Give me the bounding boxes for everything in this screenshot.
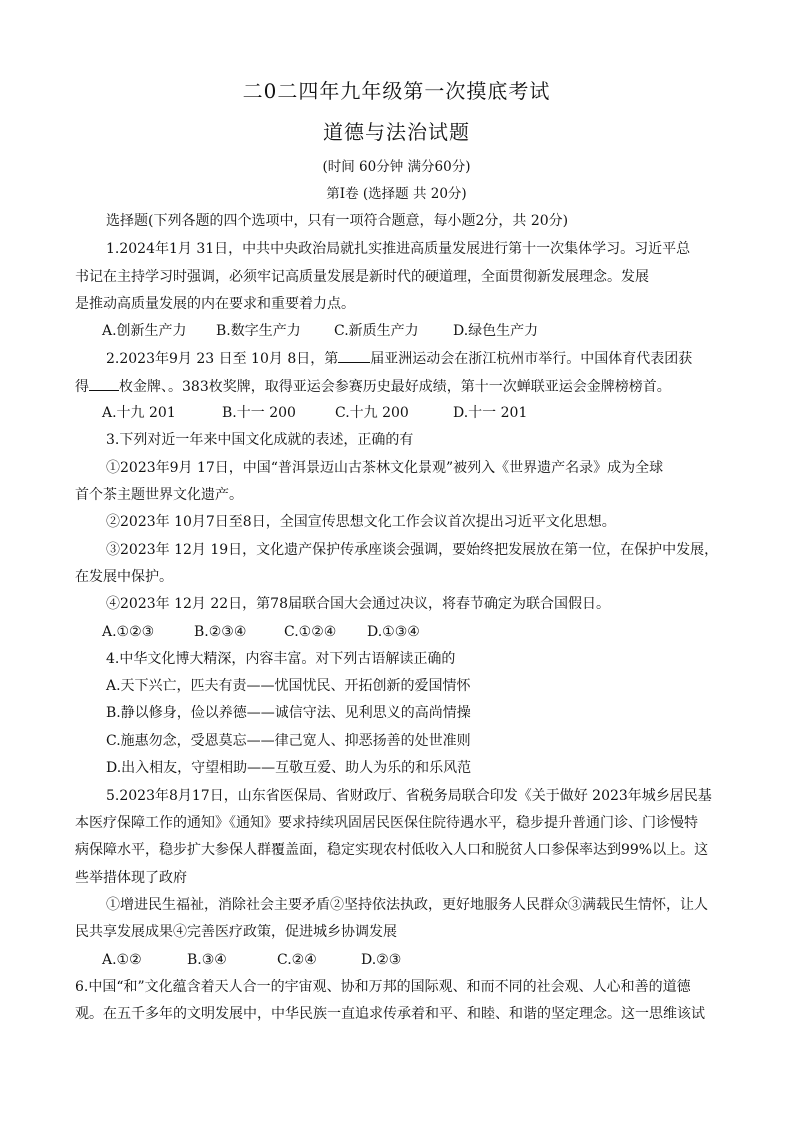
exam-title: 二0二四年九年级第一次摸底考试	[242, 79, 551, 103]
q5-line-4: 些举措体现了政府	[75, 870, 187, 886]
q5-option-c: C.②④	[277, 952, 317, 968]
q3-item-4: ④2023年 12月 22日，第78届联合国大会通过决议，将春节确定为联合国假日。	[106, 596, 610, 612]
q2-option-c: C.十九 200	[335, 405, 409, 421]
q5-line-3: 病保障水平，稳步扩大参保人群覆盖面，稳定实现农村低收入人口和脱贫人口参保率达到99%以上。这	[75, 842, 709, 858]
q1-option-a: A.创新生产力	[102, 323, 187, 339]
q3-stem: 3.下列对近一年来中国文化成就的表述，正确的有	[106, 432, 414, 448]
q4-option-d: D.出入相友，守望相助——互敬互爱、助人为乐的和乐风范	[106, 760, 472, 776]
q3-item-2: ②2023年 10月7日至8日，全国宣传思想文化工作会议首次提出习近平文化思想。	[106, 514, 616, 530]
q2-option-a: A.十九 201	[102, 405, 176, 421]
q4-option-b: B.静以修身，俭以养德——诚信守法、见利思义的高尚情操	[106, 705, 471, 721]
q2-line-2	[75, 376, 671, 397]
q3-item-1-line-1: ①2023年9月 17日，中国“普洱景迈山古茶林文化景观”被列入《世界遗产名录》成为全球	[106, 460, 664, 476]
q1-line-1: 1.2024年1月 31日，中共中央政治局就扎实推进高质量发展进行第十一次集体学习。习近平总	[106, 241, 691, 257]
q2-option-b: B.十一 200	[222, 405, 296, 421]
q2-line-1-end: 届亚洲运动会在浙江杭州市举行。中国体育代表团获	[370, 351, 693, 367]
q6-line-1: 6.中国“和”文化蕴含着天人合一的宇宙观、协和万邦的国际观、和而不同的社会观、人心和善的道德	[75, 979, 691, 995]
q1-option-b: B.数字生产力	[216, 323, 301, 339]
section-heading: 第Ⅰ卷 (选择题 共 20分)	[326, 186, 467, 202]
q5-line-6: 民共享发展成果④完善医疗政策，促进城乡协调发展	[75, 924, 397, 940]
q3-item-1-line-2: 首个茶主题世界文化遗产。	[75, 487, 243, 503]
q5-line-1: 5.2023年8月17日，山东省医保局、省财政厅、省税务局联合印发《关于做好 2023年城乡居民基	[106, 788, 712, 804]
q2-line-2-end: 枚金牌、。383枚奖牌，取得亚运会参赛历史最好成绩，第十一次蝉联亚运会金牌榜榜首。	[119, 379, 671, 395]
q2-blank-1	[338, 348, 370, 363]
q2-line-1	[106, 348, 692, 369]
q4-option-a: A.天下兴亡，匹夫有责——忧国忧民、开拓创新的爱国情怀	[106, 678, 471, 694]
time-info: (时间 60分钟 满分60分)	[322, 159, 471, 175]
q3-option-a: A.①②③	[102, 624, 155, 640]
q3-option-d: D.①③④	[367, 624, 420, 640]
q4-stem: 4.中华文化博大精深，内容丰富。对下列古语解读正确的	[106, 651, 456, 667]
q3-option-b: B.②③④	[194, 624, 247, 640]
q5-line-2: 本医疗保障工作的通知》《通知》要求持续巩固居民医保住院待遇水平，稳步提升普通门诊、门诊慢特	[75, 815, 698, 831]
q3-item-3-line-1: ③2023年 12月 19日，文化遗产保护传承座谈会强调，要始终把发展放在第一位，在保护中发展，	[106, 542, 719, 558]
q3-item-3-line-2: 在发展中保护。	[75, 569, 173, 585]
q1-line-3: 是推动高质量发展的内在要求和重要着力点。	[75, 296, 355, 312]
instruction: 选择题(下列各题的四个选项中，只有一项符合题意，每小题2分，共 20分)	[106, 213, 569, 229]
q2-line-2-start: 得	[75, 379, 89, 395]
q5-option-b: B.③④	[187, 952, 227, 968]
q4-option-c: C.施惠勿念，受恩莫忘——律己宽人、抑恶扬善的处世准则	[106, 733, 471, 749]
q5-option-d: D.②③	[361, 952, 402, 968]
q1-option-d: D.绿色生产力	[453, 323, 539, 339]
q2-line-1-start: 2.2023年9月 23 日至 10月 8日，第	[106, 351, 339, 367]
q5-line-5: ①增进民生福祉，消除社会主要矛盾②坚持依法执政，更好地服务人民群众③满载民生情怀，让人	[106, 897, 708, 913]
q2-option-d: D.十一 201	[453, 405, 528, 421]
q2-blank-2	[89, 376, 119, 391]
subject-title: 道德与法治试题	[323, 120, 470, 144]
q6-line-2: 观。在五千多年的文明发展中，中华民族一直追求传承着和平、和睦、和谐的坚定理念。这一思维该试	[75, 1006, 705, 1022]
q1-option-c: C.新质生产力	[334, 323, 419, 339]
q1-line-2: 书记在主持学习时强调，必须牢记高质量发展是新时代的硬道理，全面贯彻新发展理念。发展	[75, 269, 649, 285]
q5-option-a: A.①②	[102, 952, 142, 968]
q3-option-c: C.①②④	[284, 624, 337, 640]
